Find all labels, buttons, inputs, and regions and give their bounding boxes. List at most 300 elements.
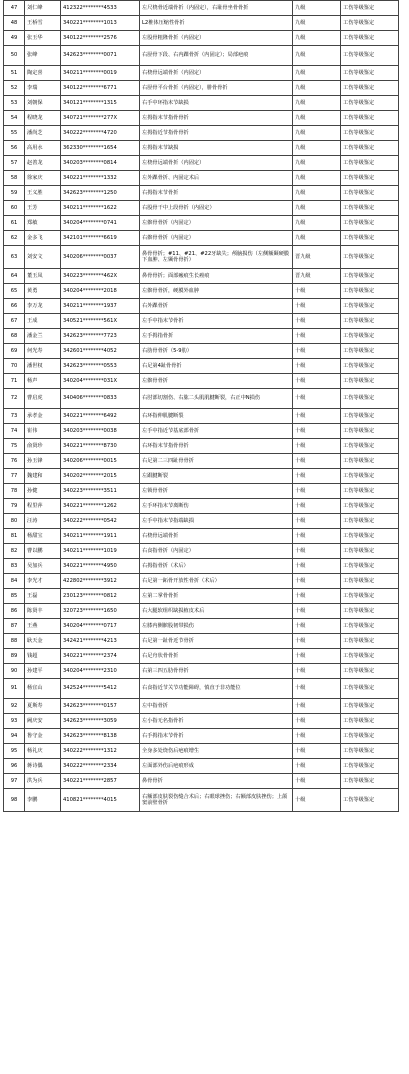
row-number: 71 bbox=[4, 374, 25, 389]
disability-grade: 十级 bbox=[293, 649, 341, 664]
assessment-basis: 工伤等级鉴定 bbox=[341, 559, 399, 574]
injury-description: 左手环指末节离断伤 bbox=[140, 499, 293, 514]
table-row bbox=[4, 604, 399, 619]
table-row bbox=[4, 619, 399, 634]
disability-grade: 十级 bbox=[293, 759, 341, 774]
id-number: 340223********462X bbox=[61, 269, 140, 284]
person-name: 洪为兵 bbox=[25, 774, 61, 789]
disability-grade: 十级 bbox=[293, 499, 341, 514]
id-number: 342623********7723 bbox=[61, 329, 140, 344]
id-number: 340221********1013 bbox=[61, 16, 140, 31]
row-number: 72 bbox=[4, 389, 25, 409]
disability-grade: 十级 bbox=[293, 439, 341, 454]
assessment-basis: 工伤等级鉴定 bbox=[341, 789, 399, 812]
assessment-basis: 工伤等级鉴定 bbox=[341, 529, 399, 544]
row-number: 81 bbox=[4, 529, 25, 544]
disability-grade: 十级 bbox=[293, 529, 341, 544]
row-number: 54 bbox=[4, 111, 25, 126]
person-name: 王桥雪 bbox=[25, 16, 61, 31]
disability-grade: 十级 bbox=[293, 454, 341, 469]
assessment-basis: 工伤等级鉴定 bbox=[341, 269, 399, 284]
row-number: 85 bbox=[4, 589, 25, 604]
table-row bbox=[4, 374, 399, 389]
row-number: 65 bbox=[4, 284, 25, 299]
assessment-basis: 工伤等级鉴定 bbox=[341, 141, 399, 156]
row-number: 96 bbox=[4, 759, 25, 774]
assessment-basis: 工伤等级鉴定 bbox=[341, 66, 399, 81]
assessment-basis: 工伤等级鉴定 bbox=[341, 81, 399, 96]
id-number: 340222********4720 bbox=[61, 126, 140, 141]
assessment-basis: 工伤等级鉴定 bbox=[341, 774, 399, 789]
row-number: 83 bbox=[4, 559, 25, 574]
id-number: 340203********0814 bbox=[61, 156, 140, 171]
id-number: 320723********1650 bbox=[61, 604, 140, 619]
id-number: 340221********8730 bbox=[61, 439, 140, 454]
disability-grade: 九级 bbox=[293, 16, 341, 31]
table-row bbox=[4, 409, 399, 424]
person-name: 俞贤珍 bbox=[25, 439, 61, 454]
person-name: 董玉凤 bbox=[25, 269, 61, 284]
person-name: 魏建和 bbox=[25, 469, 61, 484]
injury-assessment-table bbox=[3, 0, 399, 812]
injury-description: 左手中指末节指端缺损 bbox=[140, 514, 293, 529]
row-number: 57 bbox=[4, 156, 25, 171]
row-number: 52 bbox=[4, 81, 25, 96]
row-number: 82 bbox=[4, 544, 25, 559]
disability-grade: 十级 bbox=[293, 744, 341, 759]
disability-grade: 十级 bbox=[293, 284, 341, 299]
id-number: 340221********1262 bbox=[61, 499, 140, 514]
id-number: 342524********5412 bbox=[61, 679, 140, 699]
table-row bbox=[4, 156, 399, 171]
disability-grade: 十级 bbox=[293, 329, 341, 344]
disability-grade: 十级 bbox=[293, 469, 341, 484]
row-number: 94 bbox=[4, 729, 25, 744]
disability-grade: 十级 bbox=[293, 634, 341, 649]
assessment-basis: 工伤等级鉴定 bbox=[341, 469, 399, 484]
id-number: 340222********2334 bbox=[61, 759, 140, 774]
table-row bbox=[4, 314, 399, 329]
row-number: 77 bbox=[4, 469, 25, 484]
id-number: 340204********2310 bbox=[61, 664, 140, 679]
table-row bbox=[4, 529, 399, 544]
injury-description: 右足舟状骨骨折 bbox=[140, 649, 293, 664]
row-number: 80 bbox=[4, 514, 25, 529]
person-name: 杨宜山 bbox=[25, 679, 61, 699]
injury-description: 右桡骨远端骨折（内固定） bbox=[140, 66, 293, 81]
disability-grade: 十级 bbox=[293, 714, 341, 729]
table-row bbox=[4, 269, 399, 284]
table-row bbox=[4, 171, 399, 186]
row-number: 61 bbox=[4, 216, 25, 231]
disability-grade: 九级 bbox=[293, 96, 341, 111]
injury-description: 左髌骨骨折 bbox=[140, 374, 293, 389]
person-name: 孙玉锋 bbox=[25, 454, 61, 469]
disability-grade: 十级 bbox=[293, 664, 341, 679]
disability-grade: 十级 bbox=[293, 389, 341, 409]
disability-grade: 十级 bbox=[293, 699, 341, 714]
table-row bbox=[4, 514, 399, 529]
injury-description: 左桡骨远端骨折（内固定） bbox=[140, 156, 293, 171]
injury-description: 鼻骨骨折；面部瘢痕生长癌痕 bbox=[140, 269, 293, 284]
assessment-basis: 工伤等级鉴定 bbox=[341, 299, 399, 314]
injury-description: 右足第一跖骨开放性骨折（术后） bbox=[140, 574, 293, 589]
injury-description: 右股骨干中上段骨折（内固定） bbox=[140, 201, 293, 216]
assessment-basis: 工伤等级鉴定 bbox=[341, 589, 399, 604]
injury-description: 左膝内侧髌股韧带损伤 bbox=[140, 619, 293, 634]
row-number: 92 bbox=[4, 699, 25, 714]
id-number: 340206********0015 bbox=[61, 454, 140, 469]
assessment-basis: 工伤等级鉴定 bbox=[341, 329, 399, 344]
disability-grade: 九级 bbox=[293, 81, 341, 96]
injury-description: 右外踝骨折 bbox=[140, 299, 293, 314]
row-number: 88 bbox=[4, 634, 25, 649]
row-number: 87 bbox=[4, 619, 25, 634]
assessment-basis: 工伤等级鉴定 bbox=[341, 744, 399, 759]
assessment-basis: 工伤等级鉴定 bbox=[341, 216, 399, 231]
disability-grade: 九级 bbox=[293, 66, 341, 81]
row-number: 74 bbox=[4, 424, 25, 439]
table-row bbox=[4, 789, 399, 812]
id-number: 340221********6492 bbox=[61, 409, 140, 424]
table-row bbox=[4, 216, 399, 231]
id-number: 412322********4533 bbox=[61, 1, 140, 16]
injury-description: 右足第二三四趾骨骨折 bbox=[140, 454, 293, 469]
assessment-basis: 工伤等级鉴定 bbox=[341, 246, 399, 269]
person-name: 鲁守金 bbox=[25, 729, 61, 744]
row-number: 75 bbox=[4, 439, 25, 454]
disability-grade: 十级 bbox=[293, 604, 341, 619]
disability-grade: 十级 bbox=[293, 514, 341, 529]
assessment-basis: 工伤等级鉴定 bbox=[341, 544, 399, 559]
id-number: 340223********3511 bbox=[61, 484, 140, 499]
row-number: 98 bbox=[4, 789, 25, 812]
injury-description: 左第二掌骨骨折 bbox=[140, 589, 293, 604]
table-row bbox=[4, 544, 399, 559]
row-number: 67 bbox=[4, 314, 25, 329]
table-row bbox=[4, 31, 399, 46]
assessment-basis: 工伤等级鉴定 bbox=[341, 634, 399, 649]
injury-description: 全身多处烧伤后疤痕增生 bbox=[140, 744, 293, 759]
table-row bbox=[4, 499, 399, 514]
table-row bbox=[4, 299, 399, 314]
row-number: 64 bbox=[4, 269, 25, 284]
injury-description: 右额部皮肤裂伤缝合术后；右眼球挫伤；右额部皮肤挫伤；上颌窦前壁骨折 bbox=[140, 789, 293, 812]
injury-description: 右足第4趾骨骨折 bbox=[140, 359, 293, 374]
disability-grade: 十级 bbox=[293, 789, 341, 812]
injury-description: 右髌骨骨折（内固定） bbox=[140, 231, 293, 246]
row-number: 69 bbox=[4, 344, 25, 359]
table-row bbox=[4, 679, 399, 699]
person-name: 张玉华 bbox=[25, 31, 61, 46]
row-number: 73 bbox=[4, 409, 25, 424]
id-number: 340211********1622 bbox=[61, 201, 140, 216]
assessment-basis: 工伤等级鉴定 bbox=[341, 284, 399, 299]
person-name: 徐家庆 bbox=[25, 171, 61, 186]
injury-description: 左外踝骨折、内固定术后 bbox=[140, 171, 293, 186]
disability-grade: 十级 bbox=[293, 589, 341, 604]
injury-description: 鼻骨骨折；#11、#21、#22牙缺失；颅脑损伤（左侧额颞硬膜下血肿、左颞骨骨折） bbox=[140, 246, 293, 269]
row-number: 95 bbox=[4, 744, 25, 759]
table-row bbox=[4, 66, 399, 81]
disability-grade: 十级 bbox=[293, 314, 341, 329]
table-row bbox=[4, 439, 399, 454]
disability-grade: 九级 bbox=[293, 1, 341, 16]
person-name: 阙庆安 bbox=[25, 714, 61, 729]
id-number: 340204********031X bbox=[61, 374, 140, 389]
id-number: 342601********4052 bbox=[61, 344, 140, 359]
assessment-basis: 工伤等级鉴定 bbox=[341, 171, 399, 186]
injury-description: 右胫骨平台骨折（内固定），腓骨骨折 bbox=[140, 81, 293, 96]
assessment-basis: 工伤等级鉴定 bbox=[341, 439, 399, 454]
person-name: 承孝金 bbox=[25, 409, 61, 424]
row-number: 60 bbox=[4, 201, 25, 216]
disability-grade: 九级 bbox=[293, 46, 341, 66]
person-name: 李万龙 bbox=[25, 299, 61, 314]
disability-grade: 九级 bbox=[293, 141, 341, 156]
table-row bbox=[4, 1, 399, 16]
row-number: 62 bbox=[4, 231, 25, 246]
id-number: 340204********2018 bbox=[61, 284, 140, 299]
assessment-basis: 工伤等级鉴定 bbox=[341, 649, 399, 664]
row-number: 78 bbox=[4, 484, 25, 499]
id-number: 340222********0542 bbox=[61, 514, 140, 529]
assessment-basis: 工伤等级鉴定 bbox=[341, 664, 399, 679]
table-row bbox=[4, 344, 399, 359]
id-number: 342623********8138 bbox=[61, 729, 140, 744]
person-name: 潘世权 bbox=[25, 359, 61, 374]
row-number: 66 bbox=[4, 299, 25, 314]
row-number: 50 bbox=[4, 46, 25, 66]
id-number: 340203********0038 bbox=[61, 424, 140, 439]
person-name: 曹以鹏 bbox=[25, 544, 61, 559]
injury-description: 左拇指末节指骨骨折 bbox=[140, 111, 293, 126]
row-number: 56 bbox=[4, 141, 25, 156]
id-number: 340211********1019 bbox=[61, 544, 140, 559]
id-number: 422802********3912 bbox=[61, 574, 140, 589]
id-number: 340221********4950 bbox=[61, 559, 140, 574]
row-number: 93 bbox=[4, 714, 25, 729]
person-name: 郑敏 bbox=[25, 216, 61, 231]
assessment-basis: 工伤等级鉴定 bbox=[341, 16, 399, 31]
disability-grade: 晋九级 bbox=[293, 246, 341, 269]
injury-description: 右环指伸肌腱断裂 bbox=[140, 409, 293, 424]
assessment-basis: 工伤等级鉴定 bbox=[341, 389, 399, 409]
disability-grade: 十级 bbox=[293, 359, 341, 374]
table-row bbox=[4, 774, 399, 789]
person-name: 赵善龙 bbox=[25, 156, 61, 171]
assessment-basis: 工伤等级鉴定 bbox=[341, 424, 399, 439]
disability-grade: 晋九级 bbox=[293, 269, 341, 284]
assessment-basis: 工伤等级鉴定 bbox=[341, 604, 399, 619]
assessment-basis: 工伤等级鉴定 bbox=[341, 514, 399, 529]
assessment-basis: 工伤等级鉴定 bbox=[341, 699, 399, 714]
table-row bbox=[4, 484, 399, 499]
injury-description: 左拇指末节缺损 bbox=[140, 141, 293, 156]
table-row bbox=[4, 329, 399, 344]
id-number: 340204********0741 bbox=[61, 216, 140, 231]
table-row bbox=[4, 111, 399, 126]
disability-grade: 九级 bbox=[293, 171, 341, 186]
person-name: 张峰 bbox=[25, 46, 61, 66]
assessment-basis: 工伤等级鉴定 bbox=[341, 46, 399, 66]
table-row bbox=[4, 559, 399, 574]
id-number: 340721********277X bbox=[61, 111, 140, 126]
assessment-basis: 工伤等级鉴定 bbox=[341, 231, 399, 246]
table-row bbox=[4, 699, 399, 714]
injury-description: 右肋骨骨折（5-9肋） bbox=[140, 344, 293, 359]
person-name: 程晓龙 bbox=[25, 111, 61, 126]
person-name: 高用水 bbox=[25, 141, 61, 156]
disability-grade: 九级 bbox=[293, 111, 341, 126]
person-name: 杨礼庆 bbox=[25, 744, 61, 759]
injury-description: 右胫骨下段、右内踝骨折（内固定）；局部疤痕 bbox=[140, 46, 293, 66]
disability-grade: 十级 bbox=[293, 774, 341, 789]
id-number: 410821********4015 bbox=[61, 789, 140, 812]
row-number: 76 bbox=[4, 454, 25, 469]
person-name: 崔伟 bbox=[25, 424, 61, 439]
assessment-basis: 工伤等级鉴定 bbox=[341, 409, 399, 424]
injury-description: 左小指无名指骨折 bbox=[140, 714, 293, 729]
row-number: 55 bbox=[4, 126, 25, 141]
table-row bbox=[4, 141, 399, 156]
person-name: 钱超 bbox=[25, 649, 61, 664]
disability-grade: 十级 bbox=[293, 544, 341, 559]
person-name: 李鹏 bbox=[25, 789, 61, 812]
person-name: 吴加兵 bbox=[25, 559, 61, 574]
disability-grade: 九级 bbox=[293, 201, 341, 216]
id-number: 342623********0157 bbox=[61, 699, 140, 714]
person-name: 王燕 bbox=[25, 619, 61, 634]
disability-grade: 十级 bbox=[293, 619, 341, 634]
person-name: 王芳 bbox=[25, 201, 61, 216]
row-number: 53 bbox=[4, 96, 25, 111]
injury-description: 右拇指末节骨折 bbox=[140, 186, 293, 201]
id-number: 340121********1315 bbox=[61, 96, 140, 111]
disability-grade: 九级 bbox=[293, 231, 341, 246]
person-name: 汪涛 bbox=[25, 514, 61, 529]
person-name: 陈贤丰 bbox=[25, 604, 61, 619]
injury-description: 右食指近节关节功能障碍，慎直于非功能位 bbox=[140, 679, 293, 699]
row-number: 70 bbox=[4, 359, 25, 374]
person-name: 杨甜宝 bbox=[25, 529, 61, 544]
id-number: 340222********1312 bbox=[61, 744, 140, 759]
table-row bbox=[4, 744, 399, 759]
row-number: 48 bbox=[4, 16, 25, 31]
table-row bbox=[4, 729, 399, 744]
id-number: 342623********1250 bbox=[61, 186, 140, 201]
table-row bbox=[4, 424, 399, 439]
table-row bbox=[4, 469, 399, 484]
row-number: 91 bbox=[4, 679, 25, 699]
id-number: 342101********6619 bbox=[61, 231, 140, 246]
disability-grade: 九级 bbox=[293, 186, 341, 201]
assessment-basis: 工伤等级鉴定 bbox=[341, 201, 399, 216]
table-row bbox=[4, 246, 399, 269]
id-number: 342623********0071 bbox=[61, 46, 140, 66]
row-number: 89 bbox=[4, 649, 25, 664]
person-name: 黄勇 bbox=[25, 284, 61, 299]
person-name: 潘金兰 bbox=[25, 329, 61, 344]
injury-description: 左跟腱断裂 bbox=[140, 469, 293, 484]
disability-grade: 十级 bbox=[293, 409, 341, 424]
person-name: 何光寿 bbox=[25, 344, 61, 359]
person-name: 王义胜 bbox=[25, 186, 61, 201]
table-row bbox=[4, 714, 399, 729]
table-row bbox=[4, 389, 399, 409]
id-number: 340122********2576 bbox=[61, 31, 140, 46]
id-number: 342623********0553 bbox=[61, 359, 140, 374]
disability-grade: 十级 bbox=[293, 374, 341, 389]
id-number: 340202********2015 bbox=[61, 469, 140, 484]
injury-description: 左股骨粗隆骨折（内固定） bbox=[140, 31, 293, 46]
table-row bbox=[4, 96, 399, 111]
id-number: 340122********6771 bbox=[61, 81, 140, 96]
injury-description: 右手中环指末节缺损 bbox=[140, 96, 293, 111]
injury-description: 左手中指末节骨折 bbox=[140, 314, 293, 329]
person-name: 耿天金 bbox=[25, 634, 61, 649]
table-row bbox=[4, 81, 399, 96]
table-row bbox=[4, 589, 399, 604]
assessment-basis: 工伤等级鉴定 bbox=[341, 729, 399, 744]
person-name: 蒋诗偶 bbox=[25, 759, 61, 774]
table-row bbox=[4, 454, 399, 469]
injury-description: 左面部外伤后疤痕形成 bbox=[140, 759, 293, 774]
person-name: 李瑞 bbox=[25, 81, 61, 96]
injury-description: 左锁骨骨折 bbox=[140, 484, 293, 499]
assessment-basis: 工伤等级鉴定 bbox=[341, 484, 399, 499]
assessment-basis: 工伤等级鉴定 bbox=[341, 454, 399, 469]
row-number: 47 bbox=[4, 1, 25, 16]
disability-grade: 十级 bbox=[293, 424, 341, 439]
assessment-basis: 工伤等级鉴定 bbox=[341, 499, 399, 514]
row-number: 79 bbox=[4, 499, 25, 514]
injury-description: 右大腿软组织缺损植皮术后 bbox=[140, 604, 293, 619]
assessment-basis: 工伤等级鉴定 bbox=[341, 759, 399, 774]
assessment-basis: 工伤等级鉴定 bbox=[341, 111, 399, 126]
injury-description: 右桡骨远端骨折 bbox=[140, 529, 293, 544]
assessment-basis: 工伤等级鉴定 bbox=[341, 574, 399, 589]
injury-description: 右足第一趾骨近节骨折 bbox=[140, 634, 293, 649]
person-name: 王成 bbox=[25, 314, 61, 329]
id-number: 362330********1654 bbox=[61, 141, 140, 156]
table-body bbox=[4, 1, 399, 812]
row-number: 97 bbox=[4, 774, 25, 789]
person-name: 杨声 bbox=[25, 374, 61, 389]
id-number: 340211********1937 bbox=[61, 299, 140, 314]
table-row bbox=[4, 574, 399, 589]
injury-description: 右肘部切割伤、右肱二头肌肌腱断裂，右正中N损伤 bbox=[140, 389, 293, 409]
id-number: 340521********561X bbox=[61, 314, 140, 329]
disability-grade: 九级 bbox=[293, 156, 341, 171]
person-name: 潘尚芝 bbox=[25, 126, 61, 141]
person-name: 刘安文 bbox=[25, 246, 61, 269]
injury-description: 左手拇指骨折 bbox=[140, 329, 293, 344]
disability-grade: 九级 bbox=[293, 31, 341, 46]
assessment-basis: 工伤等级鉴定 bbox=[341, 126, 399, 141]
id-number: 340406********0833 bbox=[61, 389, 140, 409]
row-number: 51 bbox=[4, 66, 25, 81]
id-number: 340204********0717 bbox=[61, 619, 140, 634]
injury-description: 右食指骨折（内固定） bbox=[140, 544, 293, 559]
table-row bbox=[4, 201, 399, 216]
id-number: 342623********3059 bbox=[61, 714, 140, 729]
person-name: 陶定喜 bbox=[25, 66, 61, 81]
id-number: 230123********0812 bbox=[61, 589, 140, 604]
injury-description: 鼻骨骨折 bbox=[140, 774, 293, 789]
injury-description: 右拇指骨折（术后） bbox=[140, 559, 293, 574]
row-number: 68 bbox=[4, 329, 25, 344]
